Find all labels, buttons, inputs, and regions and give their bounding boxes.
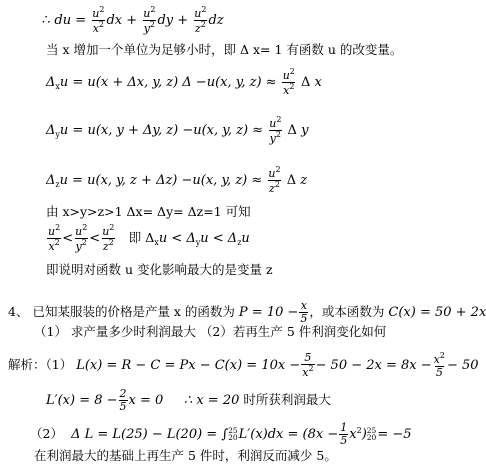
delta-y-formula: $\Delta_yu = u(x$, y + Δy, z) −u(x, y, z) ≈ $\frac{u^2}{y^2}$ Δ y — [46, 115, 309, 145]
problem-4-statement: 4、 已知某服装的价格是产量 x 的函数为 P = 10 − $\frac{x}{5}$ ，或本函数为 C(x) = 50 + 2x — [8, 299, 486, 325]
solution-part-2: （2） Δ L = L(25) − L(20) = ∫ 25 20 L′(x)dx = (8x − $\frac{1}{5}$ $x^2$) 25 20 = −5 — [30, 421, 412, 447]
problem-4-questions: （1） 求产量多少时利润最大 （2）若再生产 5 件利润变化如何 — [34, 324, 387, 339]
delta-z-formula: $\Delta_zu = u(x$, y, z + Δz) −u(x, y, z) ≈ $\frac{u^2}{z^2}$ Δ z — [46, 165, 308, 195]
delta-x-formula: $\Delta_xu = u(x + \Delta x$, y, z) Δ −u(x, y, z) ≈ $\frac{u^2}{x^2}$ Δ x — [46, 67, 322, 97]
derivative-line: L′(x) = 8 − $\frac{2}{5}$ x = 0 ∴ x = 20 时所获利润最大 — [46, 387, 331, 413]
final-answer: 在利润最大的基础上再生产 5 件时，利润反而减少 5。 — [34, 448, 337, 463]
inequality-line: $\frac{u^2}{x^2}$ < $\frac{u^2}{y^2}$ < $\frac{u^2}{z^2}$ 即 $\Delta_xu < \Delta_yu < \Delta_zu$ — [48, 223, 250, 253]
conclusion-line: 即说明对函数 u 变化影响最大的是变量 z — [46, 262, 273, 277]
solution-part-1: 解析：（1） L(x) = R − C = Px − C(x) = 10x − $\frac{5}{x^2}$ − 50 − 2x = 8x − $\frac{x^2}{5}$ − 50 — [8, 351, 479, 379]
compare-line: 由 x>y>z>1 Δx= Δy= Δz=1 可知 — [46, 204, 251, 219]
increase-note: 当 x 增加一个单位为足够小时，即 Δ x= 1 有函数 u 的改变量。 — [46, 42, 403, 57]
du-formula: ∴ du = $\frac{u^2}{x^2}$ dx + $\frac{u^2}{y^2}$ dy + $\frac{u^2}{z^2}$ dz — [42, 5, 224, 35]
